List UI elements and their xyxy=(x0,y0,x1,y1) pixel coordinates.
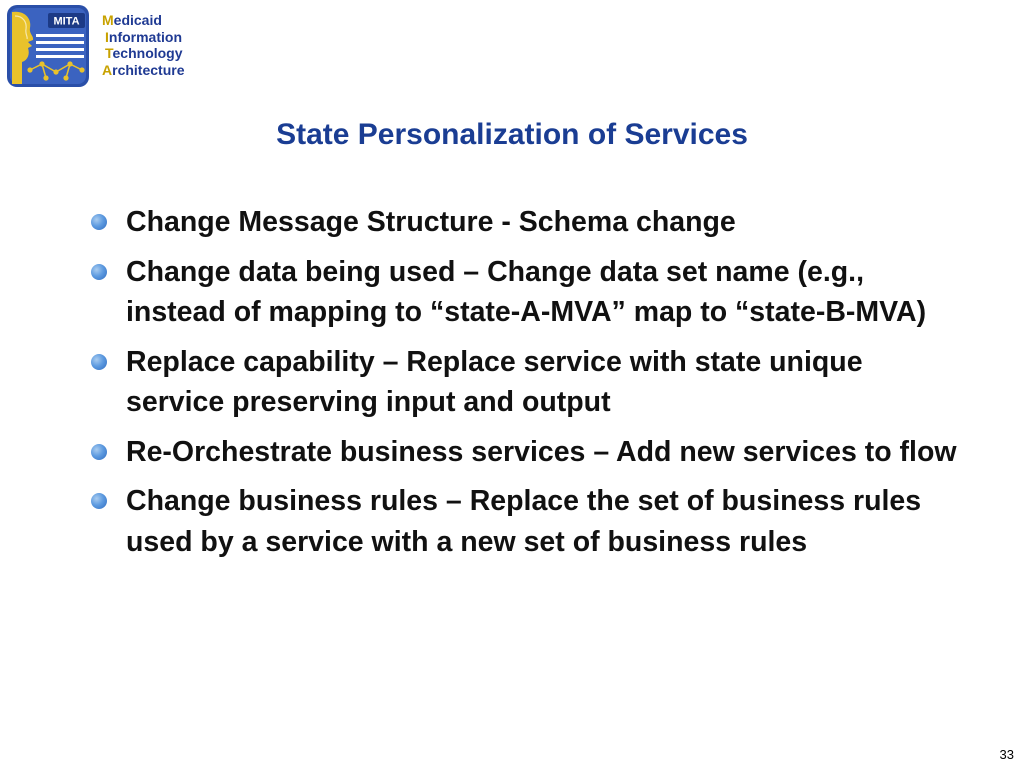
mita-logo xyxy=(6,4,206,90)
logo-line-technology: Technology xyxy=(105,45,183,61)
bullet-text: Change business rules – Replace the set of business rules used by a service with a new set of business rules xyxy=(126,485,922,558)
bullet-list xyxy=(90,202,960,571)
page-number: 33 xyxy=(999,747,1014,762)
slide-title: State Personalization of Services xyxy=(276,118,748,151)
bullet-text: Change data being used – Change data set name (e.g., instead of mapping to “state-A-MVA” map to “state-B-MVA) xyxy=(126,255,927,328)
bullet-dot-icon xyxy=(91,214,107,230)
logo-line-medicaid: Medicaid xyxy=(102,12,162,28)
bullet-item xyxy=(90,252,960,333)
bullet-item xyxy=(90,342,960,423)
bullet-text: Change Message Structure - Schema change xyxy=(126,206,736,238)
bullet-dot-icon xyxy=(91,264,107,280)
mita-logo-mark-icon xyxy=(6,4,90,88)
bullet-dot-icon xyxy=(91,493,107,509)
logo-line-information: Information xyxy=(105,28,182,45)
bullet-text: Re-Orchestrate business services – Add new services to flow xyxy=(126,435,957,468)
logo-line-architecture: Architecture xyxy=(102,61,185,78)
mita-badge-text: MITA xyxy=(53,15,80,28)
logo-wordmark xyxy=(102,12,184,78)
bullet-item xyxy=(90,202,960,243)
bullet-dot-icon xyxy=(91,354,107,370)
bullet-item xyxy=(90,432,960,473)
bullet-text: Replace capability – Replace service with state unique service preserving input and output xyxy=(126,345,863,418)
bullet-dot-icon xyxy=(91,444,107,460)
bullet-item xyxy=(90,481,960,562)
